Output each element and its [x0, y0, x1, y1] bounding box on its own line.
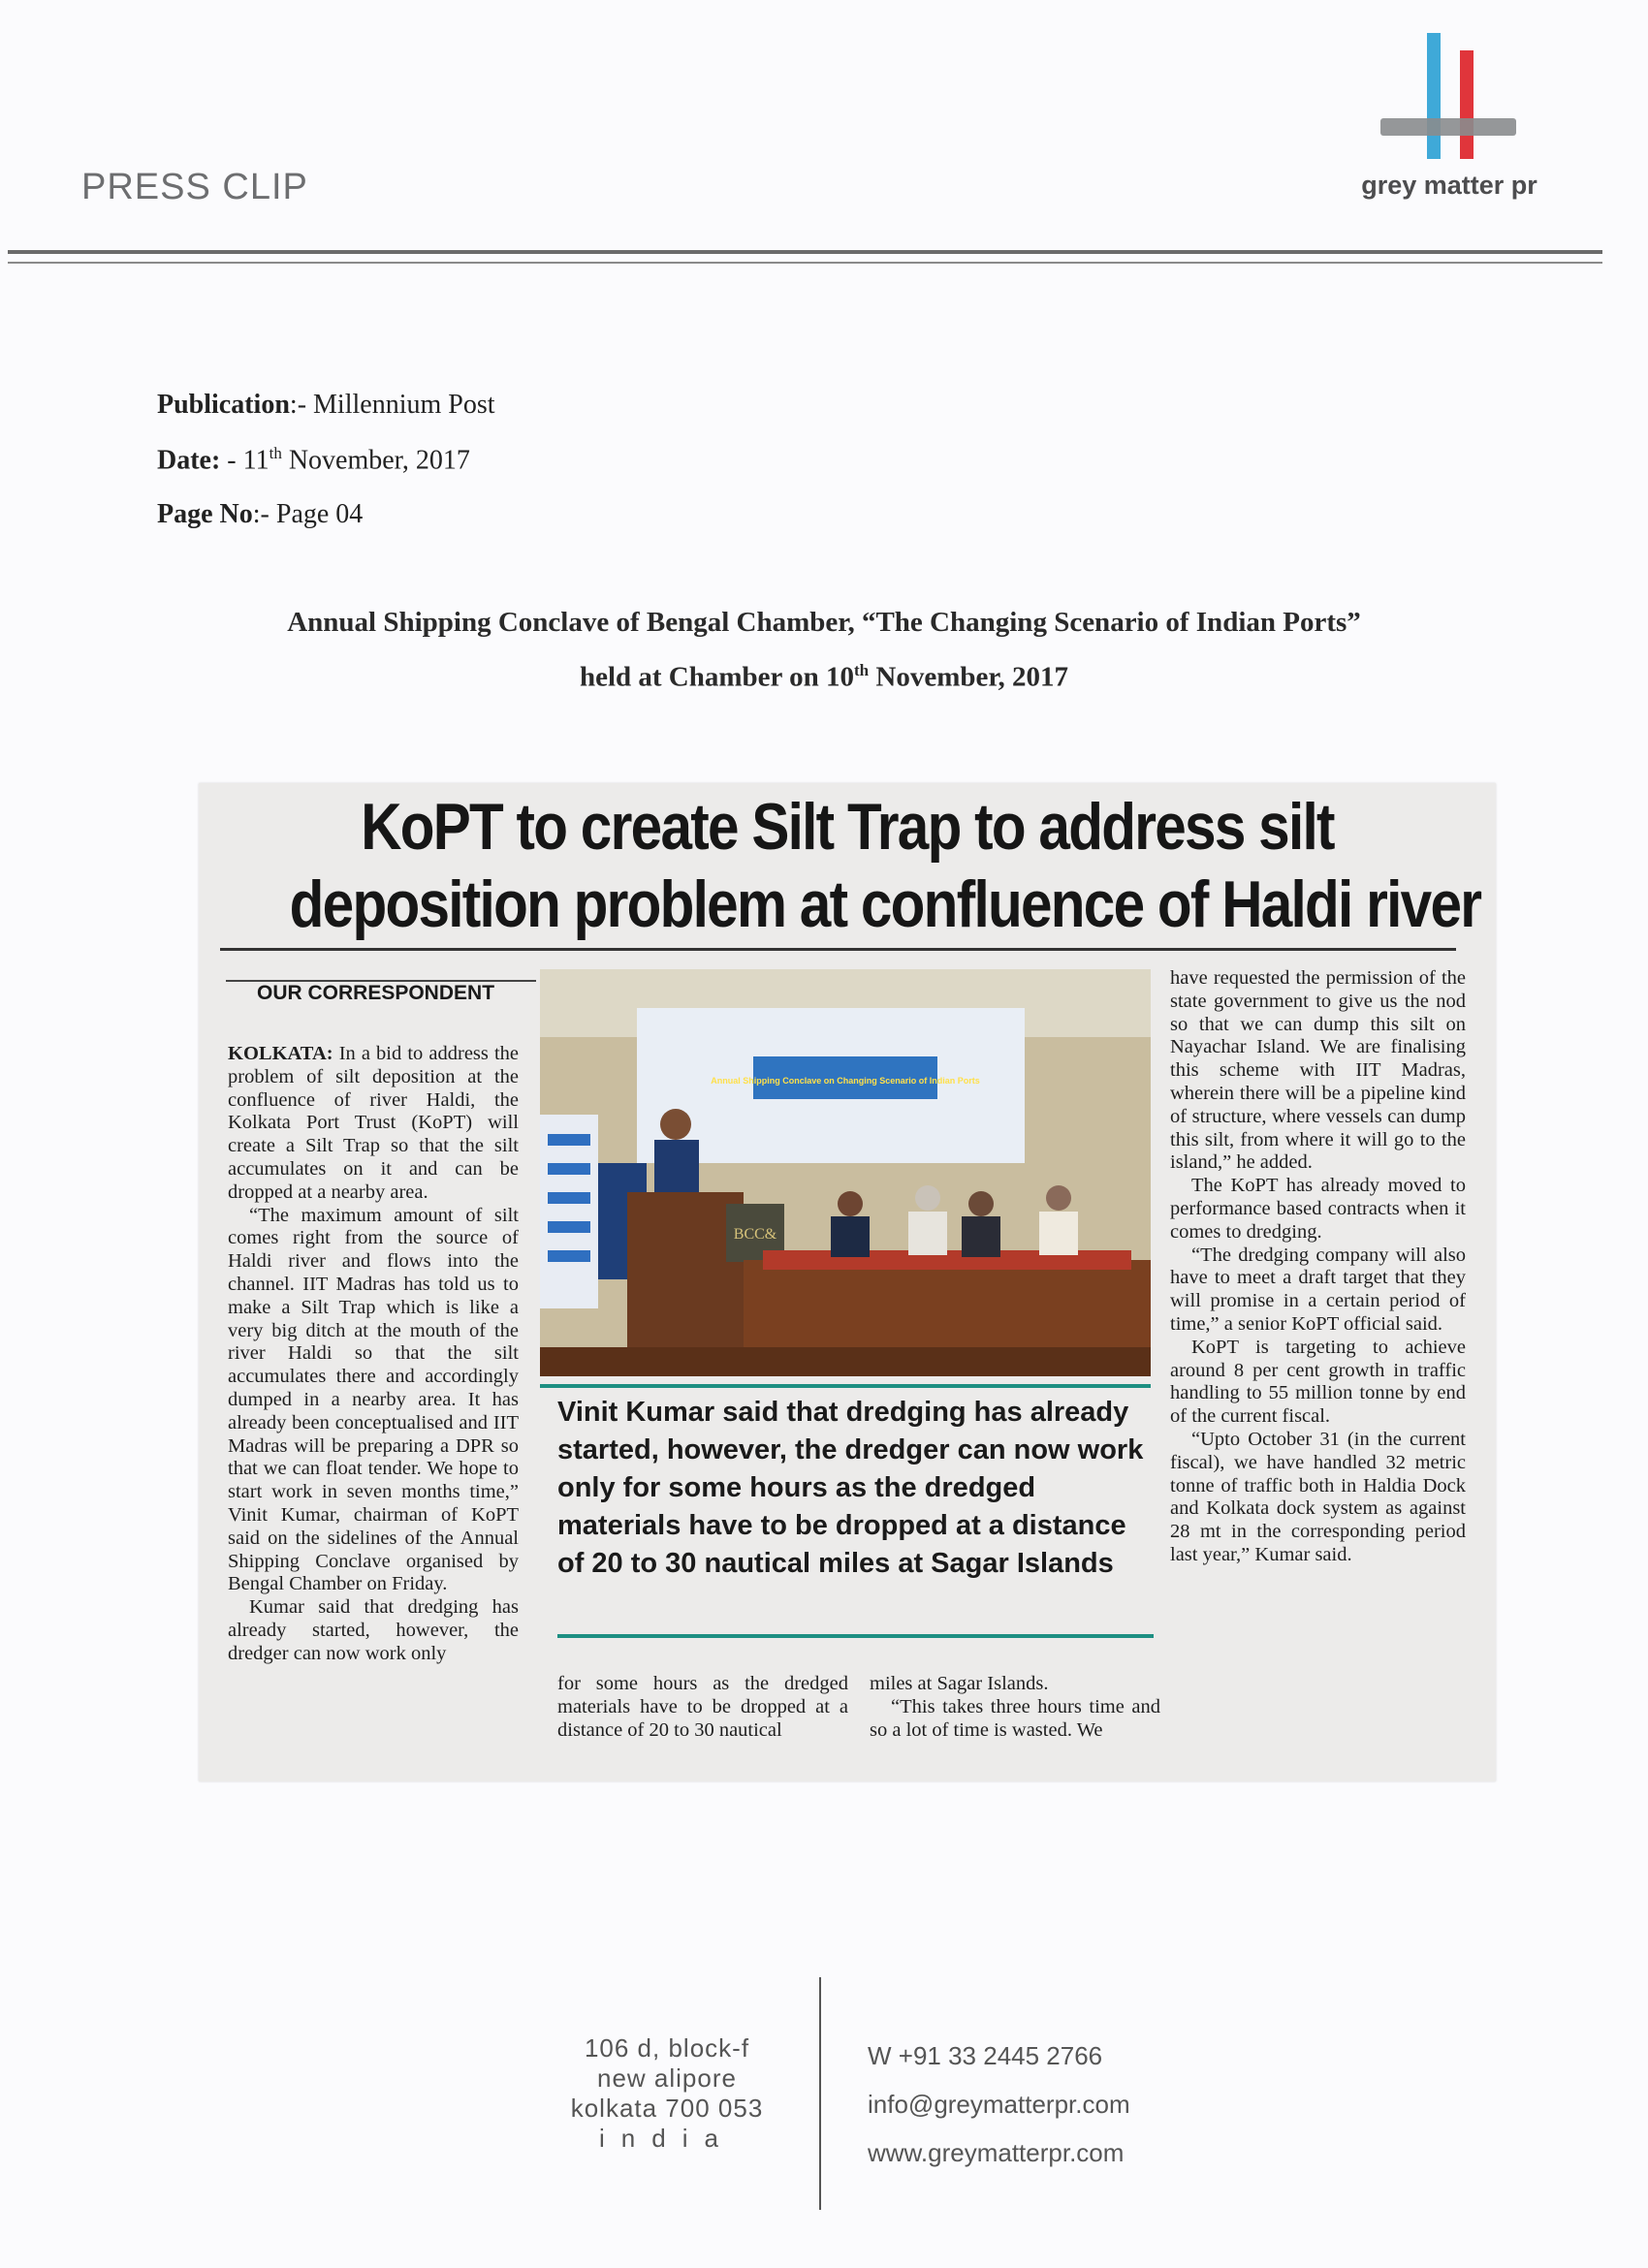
pull-quote-rule-top — [540, 1384, 1151, 1388]
pull-quote-rule-bottom — [557, 1634, 1154, 1638]
conference-photo — [540, 969, 1151, 1376]
agency-logo-icon — [1377, 29, 1522, 165]
title-rule — [220, 948, 1456, 951]
publication-label: Publication — [157, 390, 290, 420]
column-4-paragraph-4: KoPT is targeting to achieve around 8 per cent growth in traffic handling to 55 million tonne by end of the current fiscal. — [1170, 1336, 1466, 1428]
page-sep: :- — [252, 499, 276, 529]
header-rule — [8, 250, 1602, 254]
event-line2-prefix: held at Chamber on 10 — [579, 661, 854, 693]
date-prefix: - 11 — [220, 445, 269, 476]
address-line-2: new alipore — [597, 2063, 737, 2093]
column-1-paragraph-3: Kumar said that dredging has already started, however, the dredger can now work only — [228, 1596, 519, 1664]
publication-value: Millennium Post — [313, 390, 495, 420]
date-rest: November, 2017 — [281, 445, 470, 476]
column-4-paragraph-1: have requested the permission of the state government to give us the nod so that we can dump this silt on Nayachar Island. We are finalising this scheme with IIT Madras, wherein there will be a pipeline kind of structure, where vessels can dump this silt, from where it will go to the island,” he added. — [1170, 967, 1466, 1174]
pull-quote: Vinit Kumar said that dredging has already started, however, the dredger can now work only for some hours as the dredged materials have to be dropped at a distance of 20 to 30 nautical miles at Sagar Islands — [557, 1397, 1144, 1579]
photo-banner-text: Annual Shipping Conclave on Changing Scenario of Indian Ports — [711, 1076, 980, 1086]
date-label: Date: — [157, 445, 221, 476]
header-rule-thin — [8, 262, 1602, 264]
dateline: KOLKATA: — [228, 1043, 333, 1064]
page-value: Page 04 — [275, 499, 364, 529]
article-column-4 — [1170, 967, 1466, 1567]
publication-sep: :- — [289, 390, 314, 420]
agency-name: grey matter pr — [1361, 171, 1537, 200]
page-line — [157, 499, 363, 530]
event-line2-sup: th — [854, 661, 870, 679]
footer-contact — [868, 2032, 1130, 2177]
newspaper-clipping — [199, 783, 1496, 1781]
article-title-line1: KoPT to create Silt Trap to address silt — [361, 790, 1334, 864]
event-line2-rest: November, 2017 — [869, 661, 1069, 693]
column-3-paragraph-2: “This takes three hours time and so a lot of time is wasted. We — [870, 1695, 1160, 1741]
column-3-paragraph-1: miles at Sagar Islands. — [870, 1673, 1049, 1694]
date-line — [157, 444, 470, 476]
press-clip-label: PRESS CLIP — [81, 167, 308, 207]
column-4-paragraph-5: “Upto October 31 (in the current fiscal), we have handled 32 metric tonne of traffic both in Haldia Dock and Kolkata dock system as against 28 mt in the corresponding period last year,” Kumar said. — [1170, 1428, 1466, 1565]
publication-line — [157, 390, 495, 421]
article-byline: OUR CORRESPONDENT — [257, 982, 495, 1004]
footer-divider — [819, 1977, 821, 2210]
address-line-3: kolkata 700 053 — [570, 2094, 764, 2123]
footer-website: www.greymatterpr.com — [868, 2138, 1125, 2167]
agency-logo — [1328, 29, 1570, 204]
footer-address — [570, 2033, 764, 2154]
column-2-paragraph: for some hours as the dredged materials have to be dropped at a distance of 20 to 30 nautical — [557, 1673, 848, 1741]
page-label: Page No — [157, 499, 253, 529]
photo-podium-text: BCC& — [733, 1226, 777, 1243]
address-line-1: 106 d, block-f — [584, 2033, 750, 2063]
article-title-line2: deposition problem at confluence of Haldi river — [289, 867, 1481, 941]
column-4-paragraph-2: The KoPT has already moved to performance based contracts when it comes to dredging. — [1170, 1175, 1466, 1243]
article-column-2 — [557, 1673, 848, 1742]
column-4-paragraph-3: “The dredging company will also have to meet a draft target that they will promise in a certain period of time,” a senior KoPT official said. — [1170, 1244, 1466, 1335]
article-column-1 — [228, 1043, 519, 1666]
column-1-paragraph-2: “The maximum amount of silt comes right from the source of Haldi river and flows into the channel. IIT Madras has told us to make a Silt Trap which is like a very big ditch at the mouth of the river Haldi so that the silt accumulates there and accordingly dumped in a nearby area. It has already been conceptualised and IIT Madras will be preparing a DPR so that we can float tender. We hope to start work in seven months time,” Vinit Kumar, chairman of KoPT said on the sidelines of the Annual Shipping Conclave organised by Bengal Chamber on Friday. — [228, 1204, 519, 1595]
column-1-paragraph-1: In a bid to address the problem of silt deposition at the confluence of river Haldi, the Kolkata Port Trust (KoPT) will create a Silt Trap so that the silt accumulates on it and can be dropped at a nearby area. — [228, 1043, 520, 1203]
event-title-line1: Annual Shipping Conclave of Bengal Chamber, “The Changing Scenario of Indian Ports” — [287, 607, 1361, 638]
footer-email: info@greymatterpr.com — [868, 2090, 1130, 2119]
address-line-4: india — [599, 2124, 735, 2153]
article-column-3 — [870, 1673, 1160, 1742]
event-title-line2 — [0, 661, 1648, 694]
column-1-paragraph — [228, 1043, 519, 1205]
footer-phone: W +91 33 2445 2766 — [868, 2041, 1103, 2070]
date-sup: th — [269, 444, 282, 462]
